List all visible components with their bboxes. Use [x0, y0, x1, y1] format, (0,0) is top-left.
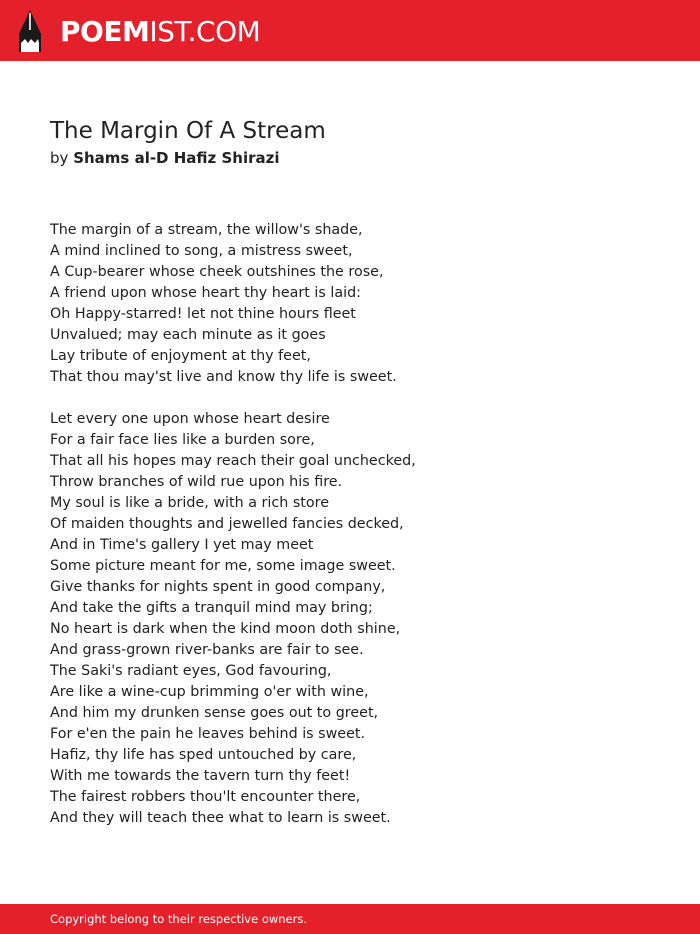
poem-line: Lay tribute of enjoyment at thy feet,: [50, 348, 311, 364]
poem-title: The Margin Of A Stream: [50, 118, 326, 144]
poem-content: [50, 116, 660, 829]
poem-line: Unvalued; may each minute as it goes: [50, 327, 326, 343]
poem-line: Give thanks for nights spent in good company,: [50, 579, 386, 595]
logo-text-bold: POEM: [60, 15, 150, 48]
author-name: Shams al-D Hafiz Shirazi: [73, 149, 280, 167]
poem-line: That all his hopes may reach their goal unchecked,: [50, 453, 416, 469]
poem-line: A friend upon whose heart thy heart is laid:: [50, 285, 361, 301]
poem-line: And they will teach thee what to learn is sweet.: [50, 810, 391, 826]
poem-line: That thou may'st live and know thy life is sweet.: [50, 369, 397, 385]
site-logo[interactable]: [18, 10, 260, 52]
poem-line: The margin of a stream, the willow's shade,: [50, 222, 363, 238]
poem-line: Some picture meant for me, some image sweet.: [50, 558, 396, 574]
poem-line: A Cup-bearer whose cheek outshines the rose,: [50, 264, 384, 280]
poem-line: Oh Happy-starred! let not thine hours fleet: [50, 306, 356, 322]
poem-line: Are like a wine-cup brimming o'er with wine,: [50, 684, 369, 700]
poem-line: A mind inclined to song, a mistress sweet,: [50, 243, 353, 259]
poem-line: Throw branches of wild rue upon his fire.: [50, 474, 343, 490]
site-logo-text: [60, 15, 261, 48]
stanza: [50, 220, 660, 388]
poem-line: And in Time's gallery I yet may meet: [50, 537, 314, 553]
by-label: by: [50, 149, 69, 167]
poem-line: Hafiz, thy life has sped untouched by care,: [50, 747, 357, 763]
site-footer: [0, 904, 700, 934]
logo-text-light: IST.COM: [149, 15, 261, 48]
poem-line: And take the gifts a tranquil mind may bring;: [50, 600, 373, 616]
poem-line: The fairest robbers thou'lt encounter there,: [50, 789, 361, 805]
poem-line: My soul is like a bride, with a rich store: [50, 495, 329, 511]
poem-line: And him my drunken sense goes out to greet,: [50, 705, 379, 721]
poem-line: For a fair face lies like a burden sore,: [50, 432, 315, 448]
poem-body: [50, 220, 660, 829]
poem-line: Of maiden thoughts and jewelled fancies decked,: [50, 516, 404, 532]
poem-line: The Saki's radiant eyes, God favouring,: [50, 663, 332, 679]
copyright-notice: Copyright belong to their respective owners.: [50, 912, 308, 926]
poem-line: And grass-grown river-banks are fair to see.: [50, 642, 364, 658]
poem-line: With me towards the tavern turn thy feet!: [50, 768, 351, 784]
pen-nib-icon: [18, 10, 42, 52]
poem-line: For e'en the pain he leaves behind is sweet.: [50, 726, 366, 742]
poem-line: Let every one upon whose heart desire: [50, 411, 330, 427]
poem-line: No heart is dark when the kind moon doth shine,: [50, 621, 401, 637]
byline: [50, 148, 660, 168]
stanza: [50, 409, 660, 829]
site-header: [0, 0, 700, 61]
